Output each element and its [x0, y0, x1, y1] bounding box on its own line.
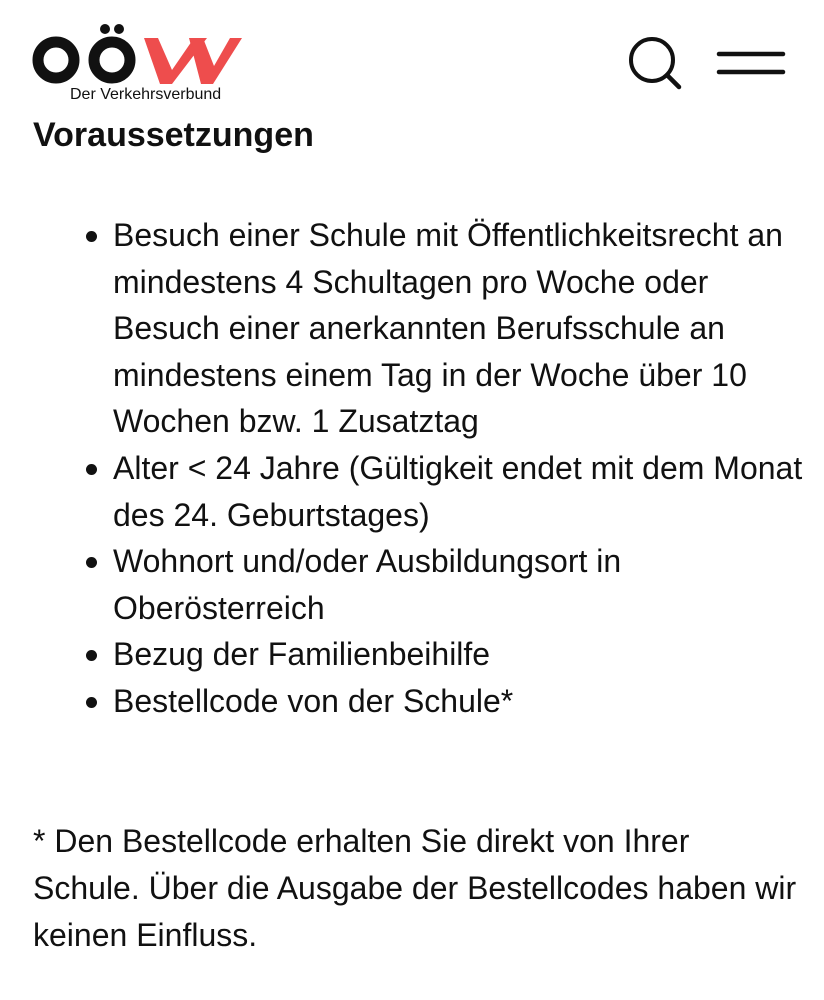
requirement-item: Bestellcode von der Schule* — [113, 678, 803, 725]
menu-button[interactable] — [716, 44, 786, 84]
logo-tagline: Der Verkehrsverbund — [70, 86, 222, 103]
requirements-list — [113, 212, 803, 725]
search-button[interactable] — [626, 36, 686, 92]
requirement-item: Besuch einer Schule mit Öffentlichkeitsrecht an mindestens 4 Schultagen pro Woche oder Besuch einer anerkannten Berufsschule an mindestens einem Tag in der Woche über 10 Wochen bzw. 1 Zusatztag — [113, 212, 803, 445]
section-title: Voraussetzungen — [33, 116, 314, 154]
site-header — [0, 0, 824, 120]
oovv-logo-mark — [32, 22, 242, 86]
oovv-logo[interactable] — [32, 22, 252, 112]
hamburger-menu-icon — [716, 44, 786, 84]
requirement-item: Bezug der Familienbeihilfe — [113, 631, 803, 678]
requirement-item: Alter < 24 Jahre (Gültigkeit endet mit dem Monat des 24. Geburtstages) — [113, 445, 803, 538]
search-icon — [626, 36, 686, 92]
requirement-item: Wohnort und/oder Ausbildungsort in Oberösterreich — [113, 538, 803, 631]
footnote: * Den Bestellcode erhalten Sie direkt von Ihrer Schule. Über die Ausgabe der Bestellcodes haben wir keinen Einfluss. — [33, 823, 797, 953]
